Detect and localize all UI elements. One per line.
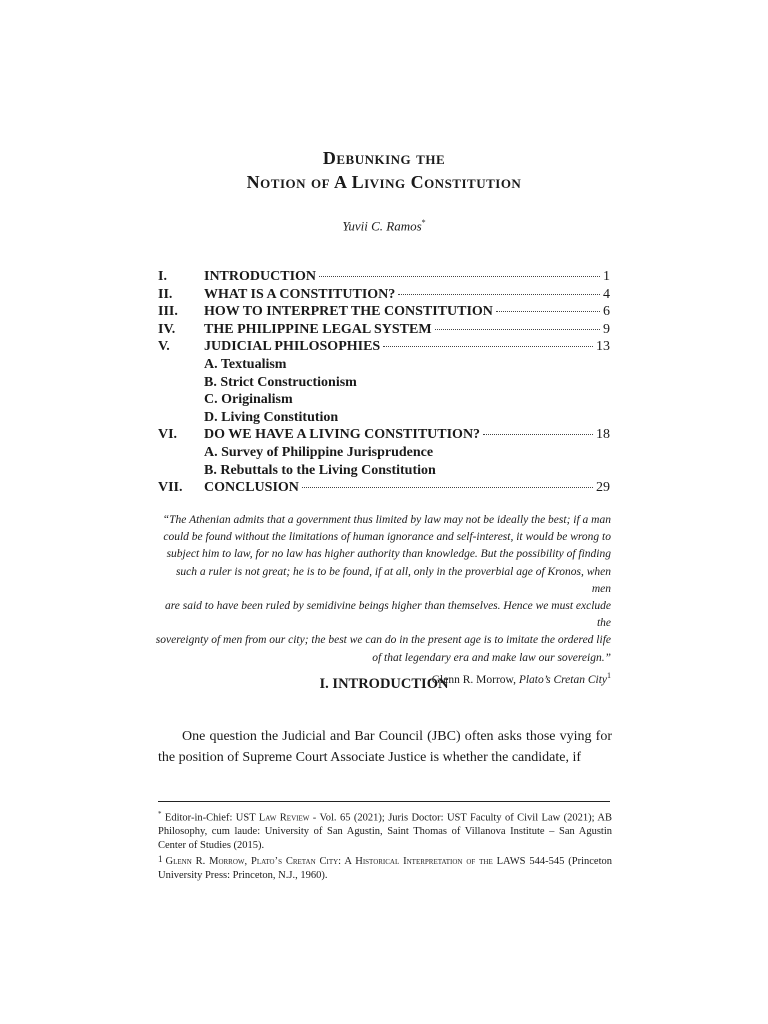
- footnote-divider: [158, 801, 610, 802]
- toc-sub-label: C. Originalism: [204, 392, 293, 408]
- toc-number: IV.: [158, 321, 176, 337]
- article-title-line-1: Debunking the: [322, 148, 446, 168]
- toc-leader-dots: [398, 294, 600, 295]
- toc-number: VI.: [158, 427, 178, 443]
- toc-page-number: 29: [596, 480, 610, 496]
- section-heading: I. INTRODUCTION: [319, 676, 449, 692]
- toc-label: JUDICIAL PHILOSOPHIES: [204, 339, 381, 355]
- footnote-journal: UST Law Review: [235, 812, 310, 824]
- footnote-1: [158, 853, 612, 882]
- article-title-line-2: Notion of A Living Constitution: [246, 172, 522, 192]
- toc-sub-label: D. Living Constitution: [204, 409, 339, 425]
- epigraph-line: subject him to law, for no law has higher authority than knowledge. But the possibility of finding: [166, 548, 611, 561]
- footnote-mark: *: [158, 810, 162, 818]
- toc-entry-philippine-legal-system[interactable]: [158, 321, 610, 339]
- attribution-author: -Glenn R. Morrow,: [427, 673, 519, 686]
- footnote-ref-1[interactable]: 1: [607, 670, 611, 680]
- toc-sub-label: A. Textualism: [204, 356, 287, 372]
- epigraph-line: of that legendary era and make law our sovereign.”: [372, 651, 611, 664]
- footnote-text: Editor-in-Chief:: [161, 812, 236, 824]
- toc-leader-dots: [319, 276, 600, 277]
- toc-sub-label: A. Survey of Philippine Jurisprudence: [204, 444, 434, 460]
- epigraph-line: “The Athenian admits that a government thus limited by law may not be ideally the best; if a man: [162, 514, 611, 526]
- toc-leader-dots: [435, 329, 600, 330]
- toc-page-number: 9: [603, 321, 610, 337]
- toc-entry-conclusion[interactable]: [158, 479, 610, 497]
- toc-entry-judicial-philosophies[interactable]: [158, 338, 610, 356]
- toc-leader-dots: [383, 346, 593, 347]
- toc-page-number: 13: [596, 339, 610, 355]
- toc-label: CONCLUSION: [204, 480, 299, 496]
- toc-entry-how-to-interpret[interactable]: [158, 303, 610, 321]
- toc-label: WHAT IS A CONSTITUTION?: [204, 286, 396, 302]
- epigraph-line: could be found without the limitations of human ignorance and self-interest, it would be wrong to: [163, 531, 611, 544]
- toc-page-number: 18: [596, 427, 610, 443]
- toc-subentry-survey-of-jurisprudence[interactable]: [158, 444, 610, 462]
- epigraph-line: sovereignty of men from our city; the best we can do in the present age is to imitate the ordered life: [155, 634, 611, 647]
- footnote-text: - Vol. 65 (2021); Juris Doctor: UST Faculty of Civil Law (2021); AB Philosophy, cum laude: University of San Agustin, Saint Thomas of Villanova Institute – San Agustin Center of Studies (2015).: [158, 812, 612, 851]
- toc-entry-what-is-a-constitution[interactable]: [158, 286, 610, 304]
- body-paragraph: One question the Judicial and Bar Council (JBC) often asks those vying for the position of Supreme Court Associate Justice is whether the candidate, if: [158, 729, 612, 765]
- toc-entry-do-we-have-a-living-constitution[interactable]: [158, 426, 610, 444]
- epigraph-line: are said to have been ruled by semidivine beings higher than themselves. Hence we must exclude the: [164, 600, 611, 630]
- author-name: Yuvii C. Ramos: [342, 218, 422, 234]
- toc-leader-dots: [496, 311, 600, 312]
- toc-page-number: 4: [603, 286, 610, 302]
- epigraph-line: such a ruler is not great; he is to be found, if at all, only in the proverbial age of Kronos, when men: [175, 565, 611, 595]
- toc-number: II.: [158, 286, 173, 302]
- toc-label: THE PHILIPPINE LEGAL SYSTEM: [204, 321, 432, 337]
- toc-sub-label: B. Rebuttals to the Living Constitution: [204, 462, 436, 478]
- footnote-author: [158, 808, 612, 852]
- toc-subentry-strict-constructionism[interactable]: [158, 374, 610, 392]
- footnote-citation: Glenn R. Morrow, Plato’s Cretan City: A Historical Interpretation of the LAWS 544-545: [165, 856, 565, 867]
- author-footnote-mark: *: [421, 218, 426, 227]
- toc-subentry-textualism[interactable]: [158, 356, 610, 374]
- toc-number: III.: [158, 304, 178, 320]
- attribution-work: Plato’s Cretan City: [518, 673, 607, 686]
- toc-number: I.: [158, 269, 167, 284]
- toc-page-number: 1: [603, 269, 610, 284]
- toc-label: DO WE HAVE A LIVING CONSTITUTION?: [204, 427, 481, 443]
- epigraph: [155, 512, 611, 689]
- toc-number: VII.: [158, 480, 183, 496]
- toc-label: INTRODUCTION: [204, 269, 317, 284]
- toc-subentry-rebuttals[interactable]: [158, 462, 610, 480]
- toc-subentry-living-constitution[interactable]: [158, 409, 610, 427]
- table-of-contents: [158, 268, 610, 497]
- toc-sub-label: B. Strict Constructionism: [204, 374, 357, 390]
- toc-page-number: 6: [603, 304, 610, 320]
- toc-number: V.: [158, 339, 170, 355]
- footnotes: [158, 808, 612, 883]
- footnote-text: (Princeton University Press: Princeton, N.J., 1960).: [158, 856, 612, 881]
- toc-leader-dots: [483, 434, 593, 435]
- footnote-number: 1: [158, 854, 163, 864]
- toc-entry-introduction[interactable]: [158, 268, 610, 286]
- author-line: [0, 218, 768, 234]
- toc-label: HOW TO INTERPRET THE CONSTITUTION: [204, 304, 493, 320]
- toc-subentry-originalism[interactable]: [158, 391, 610, 409]
- toc-leader-dots: [302, 487, 593, 488]
